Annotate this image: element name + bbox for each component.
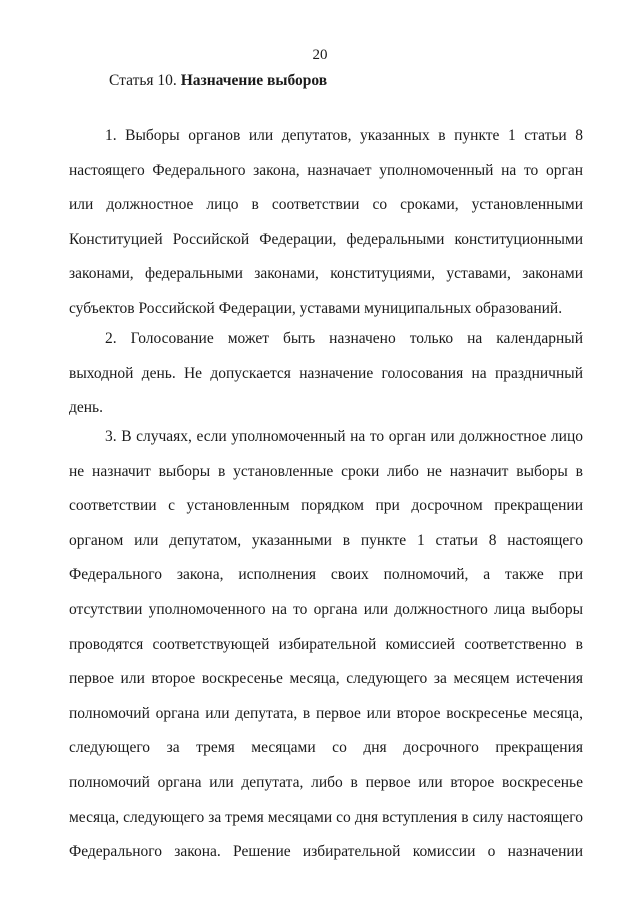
text-line: Конституцией Российской Федерации, федеральными конституционными (69, 230, 583, 248)
paragraph-3 (69, 420, 583, 870)
text-line: 2. Голосование может быть назначено только на календарный (105, 330, 583, 347)
paragraph-1 (69, 119, 583, 327)
text-line: законами, федеральными законами, конституциями, уставами, законами (69, 265, 583, 283)
article-heading (109, 71, 327, 91)
text-line: Федерального закона. Решение избирательной комиссии о назначении (69, 843, 583, 861)
text-line: субъектов Российской Федерации, уставами муниципальных образований. (69, 299, 563, 317)
text-line: соответствии с установленным порядком при досрочном прекращении (69, 497, 583, 515)
text-line: или должностное лицо в соответствии со сроками, установленными (69, 196, 583, 214)
text-line: 3. В случаях, если уполномоченный на то орган или должностное лицо (105, 428, 583, 445)
text-line: отсутствии уполномоченного на то органа или должностного лица выборы (69, 600, 583, 618)
text-line: месяца, следующего за тремя месяцами со дня вступления в силу настоящего (69, 808, 583, 826)
text-line: Федерального закона, исполнения своих полномочий, а также при (69, 566, 583, 584)
paragraph-2 (69, 322, 583, 426)
text-line: органом или депутатом, указанными в пункте 1 статьи 8 настоящего (69, 531, 583, 549)
article-title: Назначение выборов (180, 72, 328, 89)
text-line: день. (69, 399, 104, 417)
text-line: проводятся соответствующей избирательной комиссией соответственно в (69, 635, 583, 653)
page-number: 20 (312, 47, 328, 63)
text-line: следующего за тремя месяцами со дня досрочного прекращения (69, 739, 583, 757)
text-line: полномочий органа или депутата, либо в первое или второе воскресенье (69, 773, 583, 791)
text-line: выходной день. Не допускается назначение голосования на праздничный (69, 364, 583, 382)
text-line: не назначит выборы в установленные сроки либо не назначит выборы в (69, 462, 583, 480)
article-label: Статья 10. (109, 72, 177, 89)
text-line: полномочий органа или депутата, в первое или второе воскресенье месяца, (69, 704, 583, 722)
text-line: первое или второе воскресенье месяца, следующего за месяцем истечения (69, 670, 583, 688)
text-line: 1. Выборы органов или депутатов, указанных в пункте 1 статьи 8 (105, 127, 583, 144)
text-line: настоящего Федерального закона, назначает уполномоченный на то орган (69, 161, 583, 179)
